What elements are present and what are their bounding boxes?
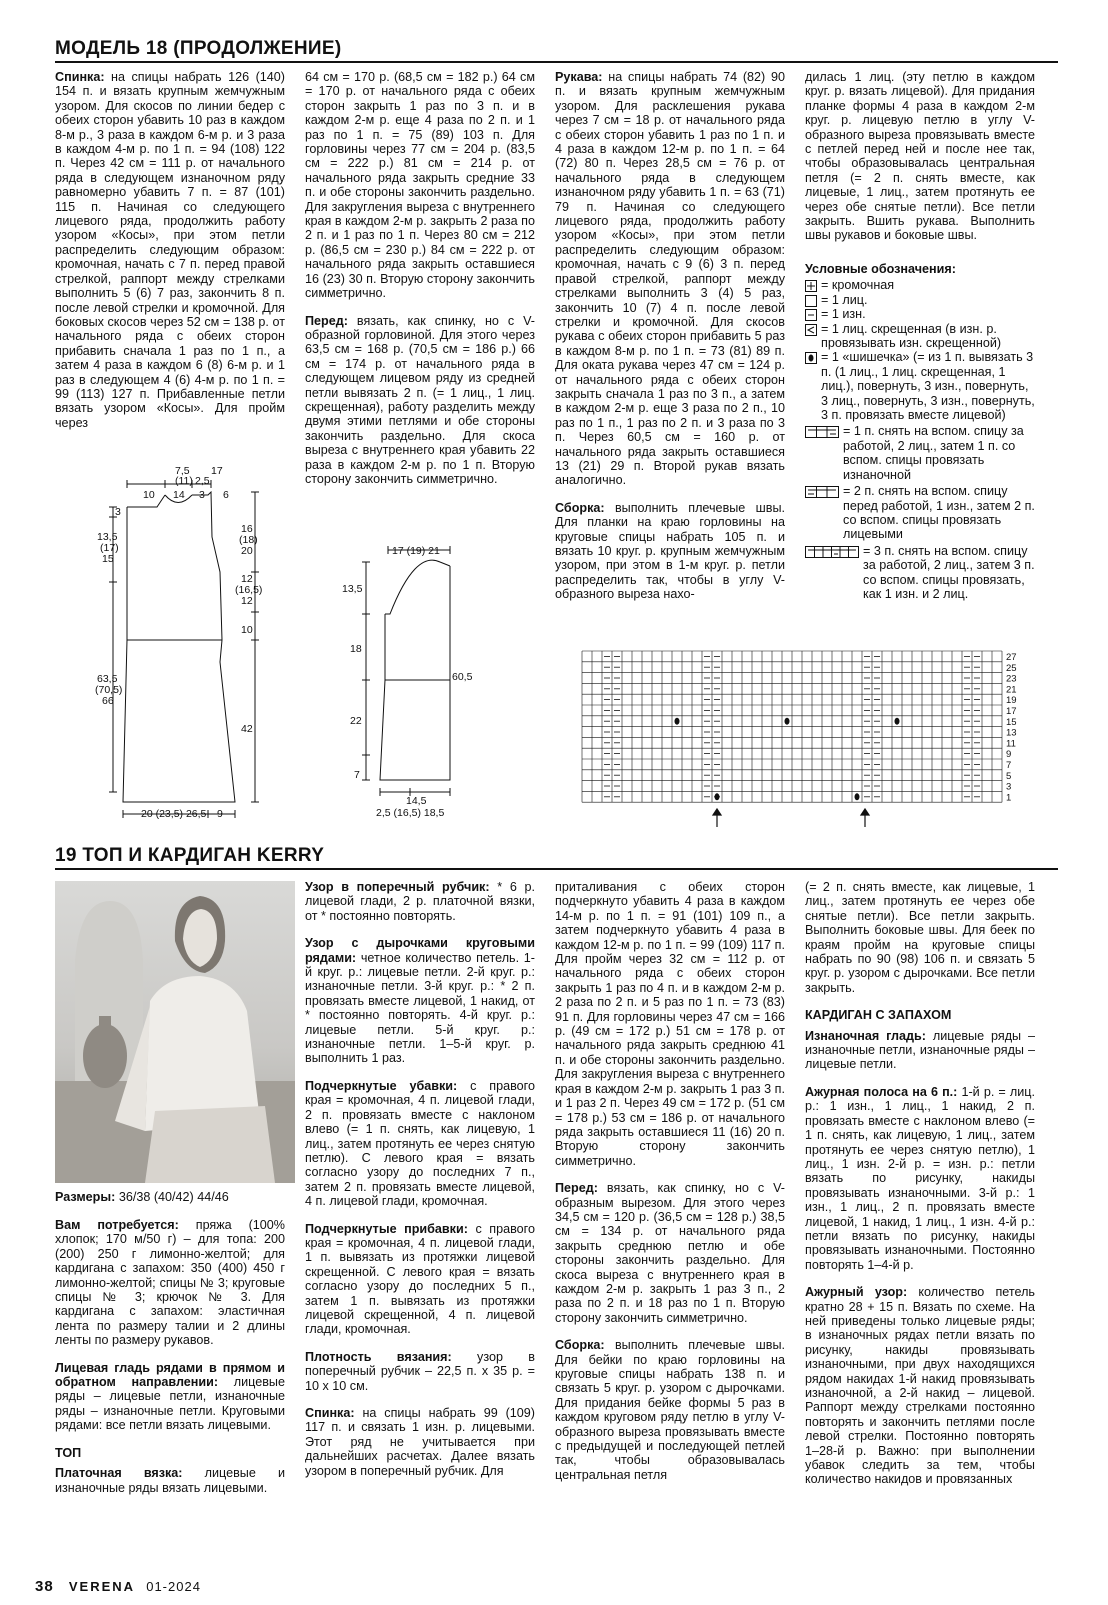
paragraph-lace-strip: Ажурная полоса на 6 п.: 1-й р. = лиц. р.: 1 изн., 1 лиц., 1 накид, 2 п. провязать вместе с наклоном влево (= 1 п. снять, как лицевую, 1 лиц., затем протянуть ее через снятую петлю), 1 лиц., 1 изн. 2-й р. = изн. р.: петли вязать по рисунку, накиды провязывать изнаночными. 3-й р.: 1 изн., 1 лиц., 2 п. провязать вместе лицевой, 1 накид, 1 лиц., 1 изн. 4-й р.: петли вязать по рисунку, накиды провязывать изнаночными. Постоянно повторять 1–4-й р. [805,1084,1035,1272]
paragraph-assembly-cont: дилась 1 лиц. (эту петлю в каждом круг. р. вязать лицевой). Для придания планке формы 4 раза в каждом 2-м круг. р. лицевую петлю в углу V-образного выреза провязывать вместе с петлей перед ней и после нее так, чтобы образовывалась центральная петля (= 2 п. снять вместе, как лицевые, 1 лиц., затем протянуть ее через обе снятые петли). Все петли закрыть. Вшить рукава. Выполнить швы рукавов и боковые швы. [805,70,1035,243]
cable-1-2-back-icon [805,426,839,438]
dim-label: 6 [223,489,229,501]
model18-col3 [555,70,785,615]
dim-label: 18 [350,643,362,655]
dim-label: 2,5 [195,475,210,487]
chart-row-label: 11 [1006,738,1016,750]
paragraph-front: Перед: вязать, как спинку, но с V-образным вырезом. Для этого через 34,5 см = 120 р. (36,5 см = 128 р.) 38,5 см = 134 р. от начального ряда закрыть среднюю петлю и обе стороны закончить раздельно. Для скоса выреза с внутреннего края в каждом 2-м р. закрыть 1 раз 3 п., 2 раза по 2 п. и 18 раз по 1 п. Вторую сторону закончить симметрично. [555,1181,785,1325]
paragraph-stockinette: Лицевая гладь рядами в прямом и обратном направлении: лицевые ряды – лицевые петли, изнаночные ряды – изнаночные петли. Круговыми рядами: все петли вязать лицевыми. [55,1360,285,1433]
legend-item: = 2 п. снять на вспом. спицу перед работой, 1 изн., затем 2 п. со вспом. спицы провязать лицевыми [805,484,1035,542]
dim-label: 7 [354,769,360,781]
paragraph-front: Перед: вязать, как спинку, но с V-образной горловиной. Для этого через 63,5 см = 168 р. (70,5 см = 186 р.) 66 см = 174 р. от начального ряда в следующем лицевом ряду из средней петли вывязать 2 п. (= 1 лиц., 1 лиц. скрещенная), работу разделить между двумя этими петлями и обе стороны закончить раздельно. Для скоса выреза с внутреннего края убавить 22 раза в каждом 2-м р. по 1 п. Вторую сторону закончить симметрично. [305,313,535,486]
paragraph-garter: Платочная вязка: лицевые и изнаночные ряды вязать лицевыми. [55,1466,285,1495]
dim-label: 22 [350,715,362,727]
paragraph-reverse-stockinette: Изнаночная гладь: лицевые ряды – изнаночные петли, изнаночные ряды – лицевые петли. [805,1028,1036,1072]
bobble-icon [805,352,817,364]
dim-label: (11) [175,475,193,487]
model18-col2 [305,70,535,499]
schematic-back [95,462,285,832]
dim-label: 66 [102,695,114,707]
dim-label: 63,5 [97,673,118,685]
legend-item: = 1 лиц. скрещенная (в изн. р. провязывать изн. скрещенной) [805,322,1035,351]
knit-icon [805,295,817,307]
chart-row-label: 3 [1006,781,1012,793]
edge-stitch-icon [805,280,817,292]
chart-row-label: 7 [1006,760,1012,771]
paragraph-back: Спинка: на спицы набрать 99 (109) 117 п. и связать 1 изн. р. лицевыми. Этот ряд не учитывается при дальнейших расчетах. Далее вязать узором в поперечный рубчик. Для [305,1406,536,1478]
page-footer [35,1578,201,1595]
paragraph-rib-pattern: Узор в поперечный рубчик: * 6 р. лицевой глади, 2 р. платочной вязки, от * постоянно повторять. [305,880,536,923]
purl-icon [805,309,817,321]
paragraph-eyelet-pattern: Узор с дырочками круговыми рядами: четное количество петель. 1-й круг. р.: лицевые петли. 2-й круг. р.: изнаночные петли. 3-й круг. р.: * 2 п. провязать вместе лицевой, 1 накид, от * постоянно повторять. 4-й круг. р.: лицевые петли. 5-й круг. р.: изнаночные петли. 1–5-й круг. р. выполнить 1 раз. [305,936,535,1066]
chart-row-label: 9 [1006,749,1012,761]
paragraph-assembly-cont: (= 2 п. снять вместе, как лицевые, 1 лиц., затем протянуть ее через обе снятые петли). Все петли закрыть. Выполнить боковые швы. Для беек по краям пройм на круговые спицы набрать по 90 (98) 106 п. и связать 5 круг. р. узором с дырочками. Все петли закрыть. [805,880,1035,995]
paragraph-back-cont: 64 см = 170 р. (68,5 см = 182 р.) 64 см = 170 р. от начального ряда с обеих сторон закрыть 1 раз по 3 п. и в каждом 2-м р. еще 4 раза по 2 п. и 1 раз по 1 п. = 75 (89) 103 п. Для горловины через 77 см = 204 р. (83,5 см = 222 р.) 81 см = 214 р. от начального ряда закрыть средние 33 п. и обе стороны закончить раздельно. Для закругления выреза с внутреннего края в каждом 2-м р. закрыть 2 раза по 2 п. и 1 раз по 1 п. Через 80 см = 212 р. (86,5 см = 230 р.) 84 см = 222 р. от начального ряда закрыть оставшиеся 16 (23) 30 п. Вторую сторону закончить симметрично. [305,70,535,301]
dim-label: 12 [241,573,253,585]
dim-label: 10 [241,624,253,636]
subheading-top: ТОП [55,1445,82,1460]
paragraph-assembly: Сборка: выполнить плечевые швы. Для планки на краю горловины на круговые спицы набрать 105 п. и вязать 10 круг. р. крупным жемчужным узором, при этом в 1-м круг. р. петли распределить так, чтобы в углу V-образного выреза нахо- [555,500,785,602]
model19-col3 [555,880,785,1495]
legend-item: = 1 п. снять на вспом. спицу за работой, 2 лиц., затем 1 п. со вспом. спицы провязать изнаночной [805,424,1035,482]
chart-row-label: 25 [1006,662,1017,674]
cable-2-1-front-icon [805,486,839,498]
legend-item: = 1 лиц. [805,293,1035,307]
model19-col1 [55,1218,285,1508]
dim-label: (16,5) [235,584,263,596]
magazine-name: VERENA [68,1579,136,1594]
paragraph-sleeves: Рукава: на спицы набрать 74 (82) 90 п. и вязать крупным жемчужным узором. Для расклешения рукава через 7 см = 18 р. от начального ряда с обеих сторон убавить 1 раз по 1 п. и 4 раза в каждом 12-м р. по 1 п. = 64 (72) 80 п. Через 28,5 см = 76 р. от начального ряда в следующем изнаночном ряду убавить 1 п. = 63 (71) 79 п. Начиная со следующего лицевого ряда, продолжить работу узором «Косы», при этом петли распределить следующим образом: кромочная, начать с 9 (6) 3 п. перед правой стрелкой, раппорт между стрелками выполнить 3 (4) 5 раз, закончить 10 (7) 4 п. после левой стрелки и кромочной. Для скосов рукава с обеих сторон прибавить 5 раз в каждом 8-м р. по 1 п. = 73 (81) 89 п. Для оката рукава через 47 см = 124 р. от начального ряда с обеих сторон закрыть сначала 1 раз по 3 п., а затем в каждом 2-м р. еще 3 раза по 2 п., 10 раз по 1 п., 1 раз по 2 п. и 3 раза по 3 п. Через 60,5 см = 160 р. от начального ряда закрыть оставшиеся 13 (21) 29 п. Второй рукав вязать аналогично. [555,70,786,488]
legend-title: Условные обозначения: [805,262,956,276]
twisted-knit-icon [805,324,817,336]
paragraph-back: Спинка: на спицы набрать 126 (140) 154 п. и вязать крупным жемчужным узором. Для скосов по линии бедер с обеих сторон убавить 10 раз в каждом 8-м р., 3 раза в каждом 6-м р. и 3 раза в каждом 4-м р. по 1 п. = 94 (108) 122 п. Через 42 см = 111 р. от начального ряда в следующем изнаночном ряду равномерно убавить 7 п. = 87 (101) 115 п. Начиная со следующего лицевого ряда, продолжить работу узором «Косы», при этом петли распределить следующим образом: кромочная, начать с 7 п. перед правой стрелкой, раппорт между стрелками выполнить 5 (6) 7 раз, закончить 8 п. после левой стрелки и кромочной. Для боковых скосов через 52 см = 138 р. от начального ряда с обеих сторон прибавить сначала 1 раз по 1 п., а затем 4 раза в каждом 6 (8) 6-м р. и 1 раз в следующем 4 (6) 4-м р. по 1 п. = 99 (113) 127 п. Прибавленные петли вязать узором «Косы». Для пройм через [55,70,285,430]
model19-col2 [305,880,535,1491]
paragraph-materials: Вам потребуется: пряжа (100% хлопок; 170 м/50 г) – для топа: 200 (200) 250 г лимонно-желтой; для кардигана с запахом: 350 (400) 450 г лимонно-желтой; спицы № 3; круговые спицы № 3; крючок № 3. Для кардигана с запахом: эластичная лента по размеру талии и 2 длины ленты по размеру рукавов. [55,1218,285,1348]
paragraph-gauge: Плотность вязания: узор в поперечный рубчик – 22,5 п. х 35 р. = 10 х 10 см. [305,1349,535,1393]
dim-label: 14,5 [406,795,427,807]
dim-label: 3 [199,489,205,501]
subheading-cardigan: КАРДИГАН С ЗАПАХОМ [805,1008,952,1023]
dim-label: 15 [102,553,114,565]
dim-label: 60,5 [452,671,473,683]
model19-col4 [805,880,1035,1500]
paragraph-decreases: Подчеркнутые убавки: с правого края = кромочная, 4 п. лицевой глади, 2 п. провязать вместе с наклоном влево (= 1 п. снять, как лицевую, 1 лиц., затем протянуть ее через снятую петлю). С левого края = вязать согласно узору до последних 7 п., затем 2 п. провязать вместе лицевой, 4 п. лицевой глади, кромочная. [305,1078,536,1209]
chart-row-label: 27 [1006,652,1017,663]
legend-item: = кромочная [805,278,1035,292]
chart-row-label: 13 [1006,727,1017,739]
dim-label: 3 [115,506,121,518]
dim-label: 9 [217,808,223,820]
legend-item: = 1 «шишечка» (= из 1 п. вывязать 3 п. (1 лиц., 1 лиц. скрещенная, 1 лиц.), повернуть, 3 изн., повернуть, 3 лиц., повернуть, 3 изн., повернуть, 3 п. провязать вместе лицевой) [805,350,1035,422]
legend [805,262,1035,601]
paragraph-back-cont: приталивания с обеих сторон подчеркнуто убавить 4 раза в каждом 14-м р. по 1 п. = 91 (101) 109 п., а затем подчеркнуто убавить 4 раза в каждом 12-м р. по 1 п. = 99 (109) 117 п. Для пройм через 32 см = 112 р. от начального ряда с обеих сторон закрыть 1 раз по 4 п. и в каждом 2-м р. 2 раза по 2 п. и 5 раз по 1 п. = 73 (83) 91 п. Для горловины через 47 см = 166 р. (49 см = 172 р.) 51 см = 178 р. от начального ряда закрыть среднюю 41 п. и обе стороны закончить раздельно. Для закругления выреза с внутреннего края в каждом 2-м р. закрыть 1 раз 3 п. и 1 раз 2 п. Через 49 см = 172 р. (51 см = 178 р.) 53 см = 186 р. от начального ряда закрыть оставшиеся 11 (16) 20 п. Вторую сторону закончить симметрично. [555,880,785,1168]
chart-row-label: 15 [1006,716,1017,728]
cable-3-3-back-icon [805,546,859,558]
issue-number: 01-2024 [146,1579,201,1594]
chart-row-label: 23 [1006,673,1017,685]
dim-label: (17) [100,542,119,554]
dim-label: 20 (23,5) 26,5 [141,808,207,820]
section-title-model18: МОДЕЛЬ 18 (ПРОДОЛЖЕНИЕ) [55,38,1058,63]
dim-label: 20 [241,545,253,557]
dim-label: 17 (19) 21 [392,545,440,557]
dim-label: (18) [239,534,258,546]
legend-item: = 3 п. снять на вспом. спицу за работой, 2 лиц., затем 3 п. со вспом. спицы провязать, как 1 изн. и 2 лиц. [805,544,1035,602]
dim-label: 12 [241,595,253,607]
section-title-model19: 19 ТОП И КАРДИГАН KERRY [55,845,1058,870]
model-photo [55,881,295,1183]
chart-row-label: 21 [1006,684,1017,696]
dim-label: (70,5) [95,684,123,696]
dim-label: 10 [143,489,155,501]
chart-row-label: 1 [1006,792,1012,804]
page-number: 38 [35,1578,54,1595]
paragraph-lace-pattern: Ажурный узор: количество петель кратно 28 + 15 п. Вязать по схеме. На ней приведены только лицевые ряды; в изнаночных рядах петли вязать по рисунку, накиды провязывать изнаночными, при двух находящихся рядом накидах 1-й накид провязывать изнаночной, а 2-й накид – лицевой. Раппорт между стрелками постоянно повторять и закончить петлями после левой стрелки. Постоянно повторять 1–28-й р. Важно: при выполнении убавок следить за тем, чтобы количество накидов и провязанных [805,1285,1035,1487]
paragraph-assembly: Сборка: выполнить плечевые швы. Для бейки по краю горловины на круговые спицы набрать 138 п. и связать 5 круг. р. узором с дырочками. Для придания бейке формы 5 раз в каждом круговом ряду петлю в углу V-образного выреза провязывать вместе с предыдущей и последующей петлей так, чтобы образовывалась центральная петля [555,1338,785,1482]
sizes-line: Размеры: 36/38 (40/42) 44/46 [55,1190,229,1204]
knitting-chart [580,649,1020,829]
paragraph-increases: Подчеркнутые прибавки: с правого края = кромочная, 4 п. лицевой глади, 1 п. вывязать из протяжки лицевой скрещенной. С левого края = вязать согласно узору до последних 5 п., затем 1 п. вывязать из протяжки лицевой скрещенной, 4 п. лицевой глади, кромочная. [305,1221,536,1337]
dim-label: 14 [173,489,185,501]
chart-row-label: 19 [1006,695,1017,707]
schematic-sleeve [340,540,473,825]
model18-col1 [55,70,285,443]
dim-label: 16 [241,523,253,535]
dim-label: 17 [211,465,223,477]
dim-label: 13,5 [342,583,363,595]
dim-label: 42 [241,723,253,735]
dim-label: 2,5 (16,5) 18,5 [376,807,445,819]
legend-item: = 1 изн. [805,307,1035,321]
chart-row-label: 5 [1006,770,1012,782]
dim-label: 7,5 [175,465,190,477]
chart-row-label: 17 [1006,706,1017,717]
dim-label: 13,5 [97,531,118,543]
model18-col4 [805,70,1035,256]
